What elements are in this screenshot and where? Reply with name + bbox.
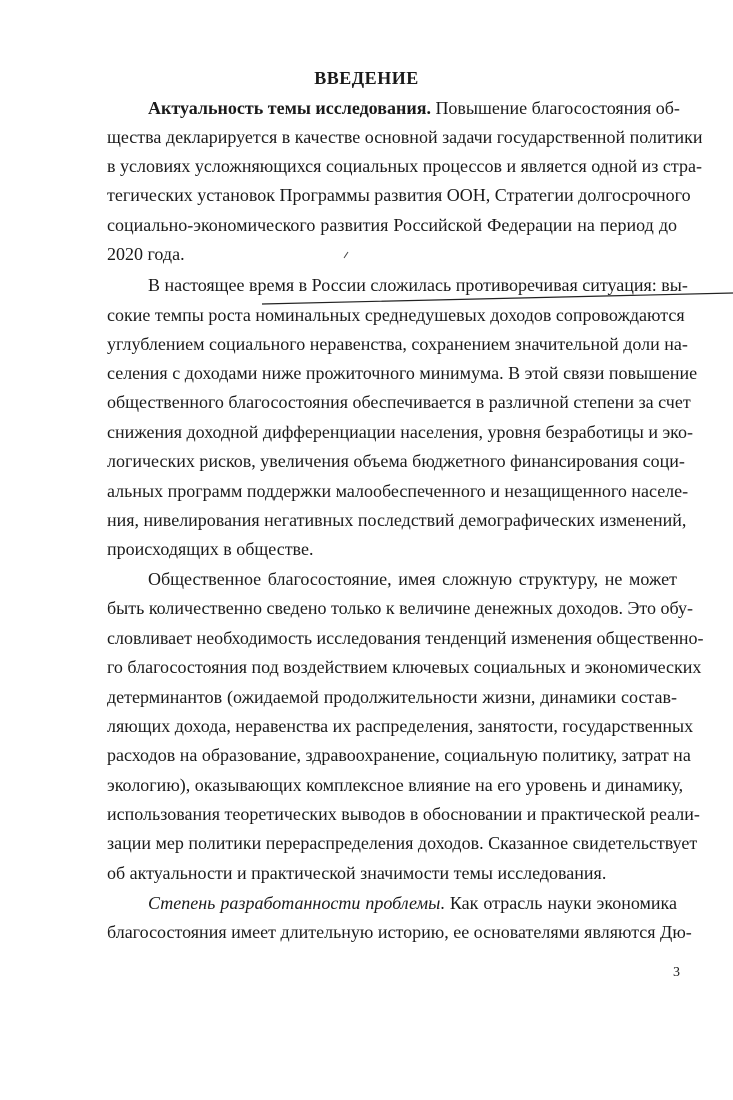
- text-line: экологию), оказывающих комплексное влияние на его уровень и динамику,: [107, 775, 684, 795]
- text-line: щества декларируется в качестве основной задачи государственной политики: [107, 127, 703, 147]
- text-line: расходов на образование, здравоохранение, социальную политику, затрат на: [107, 745, 691, 765]
- text-line: сокие темпы роста номинальных среднедушевых доходов сопровождаются: [107, 305, 685, 325]
- text-line: селения с доходами ниже прожиточного минимума. В этой связи повышение: [107, 363, 698, 383]
- text-line: использования теоретических выводов в обосновании и практической реали-: [107, 804, 700, 824]
- text-line: ния, нивелирования негативных последствий демографических изменений,: [107, 510, 687, 530]
- text-line: го благосостояния под воздействием ключевых социальных и экономических: [107, 657, 702, 677]
- text-line: детерминантов (ожидаемой продолжительности жизни, динамики состав-: [107, 687, 677, 707]
- text-line: снижения доходной дифференциации населения, уровня безработицы и эко-: [107, 422, 694, 442]
- text-line: 2020 года.: [107, 244, 185, 264]
- text-line: общественного благосостояния обеспечивается в различной степени за счет: [107, 392, 691, 412]
- section-lead: Степень разработанности проблемы: [148, 893, 441, 913]
- page-title: ВВЕДЕНИЕ: [314, 68, 419, 88]
- text-line: углублением социального неравенства, сохранением значительной доли на-: [107, 334, 688, 354]
- text-line: альных программ поддержки малообеспеченного и незащищенного населе-: [107, 481, 689, 501]
- text-line: социально-экономического развития Российской Федерации на период до: [107, 215, 677, 235]
- text-line: словливает необходимость исследования тенденций изменения общественно-: [107, 628, 704, 648]
- text-line: быть количественно сведено только к величине денежных доходов. Это обу-: [107, 598, 693, 618]
- text-line: тегических установок Программы развития ООН, Стратегии долгосрочного: [107, 185, 691, 205]
- text-line: логических рисков, увеличения объема бюджетного финансирования соци-: [107, 451, 685, 471]
- text-line: зации мер политики перераспределения доходов. Сказанное свидетельствует: [107, 833, 698, 853]
- text-line: Общественное благосостояние, имея сложную структуру, не может: [148, 569, 677, 589]
- text-line: благосостояния имеет длительную историю, ее основателями являются Дю-: [107, 922, 692, 942]
- section-lead: Актуальность темы исследования.: [148, 98, 431, 118]
- text-line: Актуальность темы исследования. Повышение благосостояния об-: [148, 98, 680, 118]
- text-line: об актуальности и практической значимости темы исследования.: [107, 863, 607, 883]
- text-line: В настоящее время в России сложилась противоречивая ситуация: вы-: [148, 275, 688, 295]
- text-line: ляющих дохода, неравенства их распределения, занятости, государственных: [107, 716, 694, 736]
- text-line: происходящих в обществе.: [107, 539, 314, 559]
- text-line: Степень разработанности проблемы. Как отрасль науки экономика: [148, 893, 677, 913]
- page-number: 3: [673, 965, 680, 980]
- text-line: в условиях усложняющихся социальных процессов и является одной из стра-: [107, 156, 702, 176]
